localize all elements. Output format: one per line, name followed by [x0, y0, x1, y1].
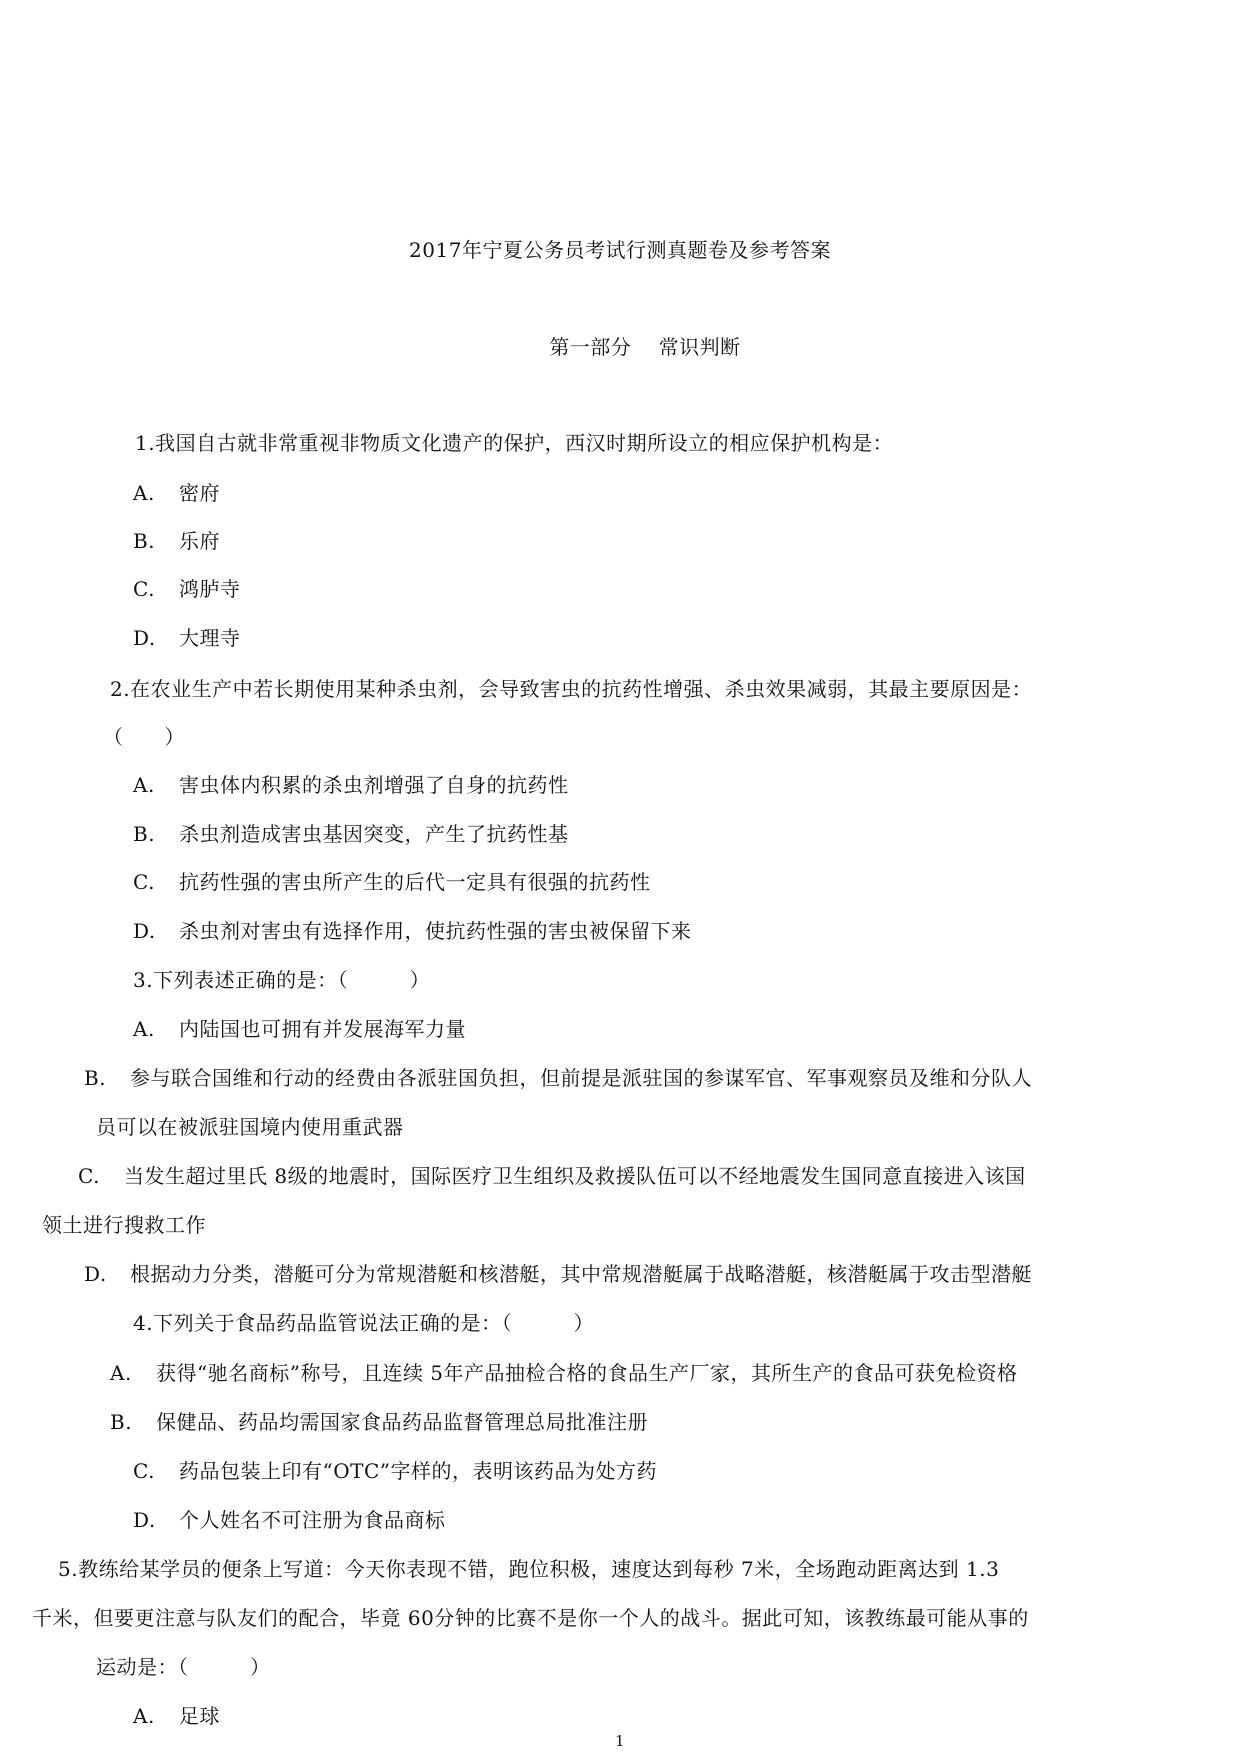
- option-label: A.: [133, 481, 155, 505]
- question-2-option-a: [133, 771, 569, 799]
- question-4-option-d: [133, 1506, 446, 1534]
- question-1-option-a: [133, 479, 220, 507]
- option-text: 抗药性强的害虫所产生的后代一定具有很强的抗药性: [179, 870, 651, 894]
- question-4-option-b: [110, 1408, 648, 1436]
- option-text: 乐府: [179, 529, 220, 553]
- option-label: A.: [110, 1361, 132, 1385]
- option-text: 害虫体内积累的杀虫剂增强了自身的抗药性: [179, 773, 569, 797]
- question-5-option-a: [133, 1702, 220, 1730]
- option-text: 当发生超过里氏 8级的地震时，国际医疗卫生组织及救援队伍可以不经地震发生国同意直接进入该国: [124, 1164, 1026, 1188]
- question-1-option-d: [133, 624, 241, 652]
- option-text: 杀虫剂造成害虫基因突变，产生了抗药性基: [179, 822, 569, 846]
- question-3-option-c-continued: 领土进行搜救工作: [42, 1213, 206, 1237]
- question-5-stem: 5.教练给某学员的便条上写道：今天你表现不错，跑位积极，速度达到每秒 7米，全场跑动距离达到 1.3: [58, 1557, 1000, 1581]
- option-text: 杀虫剂对害虫有选择作用，使抗药性强的害虫被保留下来: [179, 919, 692, 943]
- option-label: B.: [110, 1410, 133, 1434]
- option-text: 参与联合国维和行动的经费由各派驻国负担，但前提是派驻国的参谋军官、军事观察员及维和分队人: [130, 1066, 1032, 1090]
- option-text: 密府: [179, 481, 220, 505]
- option-label: A.: [133, 1704, 155, 1728]
- option-label: C.: [133, 870, 155, 894]
- option-text: 鸿胪寺: [179, 577, 241, 601]
- option-label: D.: [84, 1262, 107, 1286]
- option-label: C.: [133, 577, 155, 601]
- question-1-stem: 1.我国自古就非常重视非物质文化遗产的保护，西汉时期所设立的相应保护机构是：: [135, 431, 894, 455]
- page-title: 2017年宁夏公务员考试行测真题卷及参考答案: [409, 238, 831, 262]
- option-text: 保健品、药品均需国家食品药品监督管理总局批准注册: [156, 1410, 648, 1434]
- question-3-option-d: [84, 1260, 1032, 1288]
- question-3-option-b: [84, 1064, 1032, 1092]
- option-label: B.: [133, 529, 156, 553]
- question-5-stem-continued-2: 运动是：（ ）: [96, 1655, 271, 1679]
- section-heading: 第一部分 常识判断: [549, 335, 741, 359]
- page-number: 1: [614, 1732, 626, 1750]
- question-3-stem: 3.下列表述正确的是：（ ）: [133, 968, 431, 992]
- option-text: 根据动力分类，潜艇可分为常规潜艇和核潜艇，其中常规潜艇属于战略潜艇，核潜艇属于攻击型潜艇: [130, 1262, 1032, 1286]
- option-text: 获得“驰名商标”称号，且连续 5年产品抽检合格的食品生产厂家，其所生产的食品可获免检资格: [156, 1361, 1018, 1385]
- option-text: 个人姓名不可注册为食品商标: [179, 1508, 446, 1532]
- question-2-option-d: [133, 917, 692, 945]
- option-label: B.: [133, 822, 156, 846]
- option-label: C.: [133, 1459, 155, 1483]
- question-2-option-c: [133, 868, 651, 896]
- option-label: C.: [78, 1164, 100, 1188]
- question-1-option-b: [133, 527, 220, 555]
- question-2-option-b: [133, 820, 569, 848]
- question-4-option-c: [133, 1457, 657, 1485]
- question-2-answer-blank: （ ）: [103, 725, 185, 749]
- option-label: A.: [133, 773, 155, 797]
- option-text: 足球: [179, 1704, 220, 1728]
- question-2-stem: 2.在农业生产中若长期使用某种杀虫剂，会导致害虫的抗药性增强、杀虫效果减弱，其最主要原因是：: [110, 677, 1033, 701]
- option-label: A.: [133, 1017, 155, 1041]
- question-3-option-b-continued: 员可以在被派驻国境内使用重武器: [96, 1115, 404, 1139]
- question-1-option-c: [133, 575, 241, 603]
- option-label: D.: [133, 919, 156, 943]
- question-3-option-a: [133, 1015, 466, 1043]
- question-4-stem: 4.下列关于食品药品监管说法正确的是：（ ）: [133, 1311, 595, 1335]
- option-label: D.: [133, 626, 156, 650]
- option-text: 内陆国也可拥有并发展海军力量: [179, 1017, 466, 1041]
- question-3-option-c: [78, 1162, 1026, 1190]
- question-5-stem-continued-1: 千米，但要更注意与队友们的配合，毕竟 60分钟的比赛不是你一个人的战斗。据此可知，该教练最可能从事的: [32, 1606, 1029, 1630]
- option-label: D.: [133, 1508, 156, 1532]
- option-text: 药品包装上印有“OTC”字样的，表明该药品为处方药: [179, 1459, 657, 1483]
- option-label: B.: [84, 1066, 107, 1090]
- option-text: 大理寺: [179, 626, 241, 650]
- question-4-option-a: [110, 1359, 1018, 1387]
